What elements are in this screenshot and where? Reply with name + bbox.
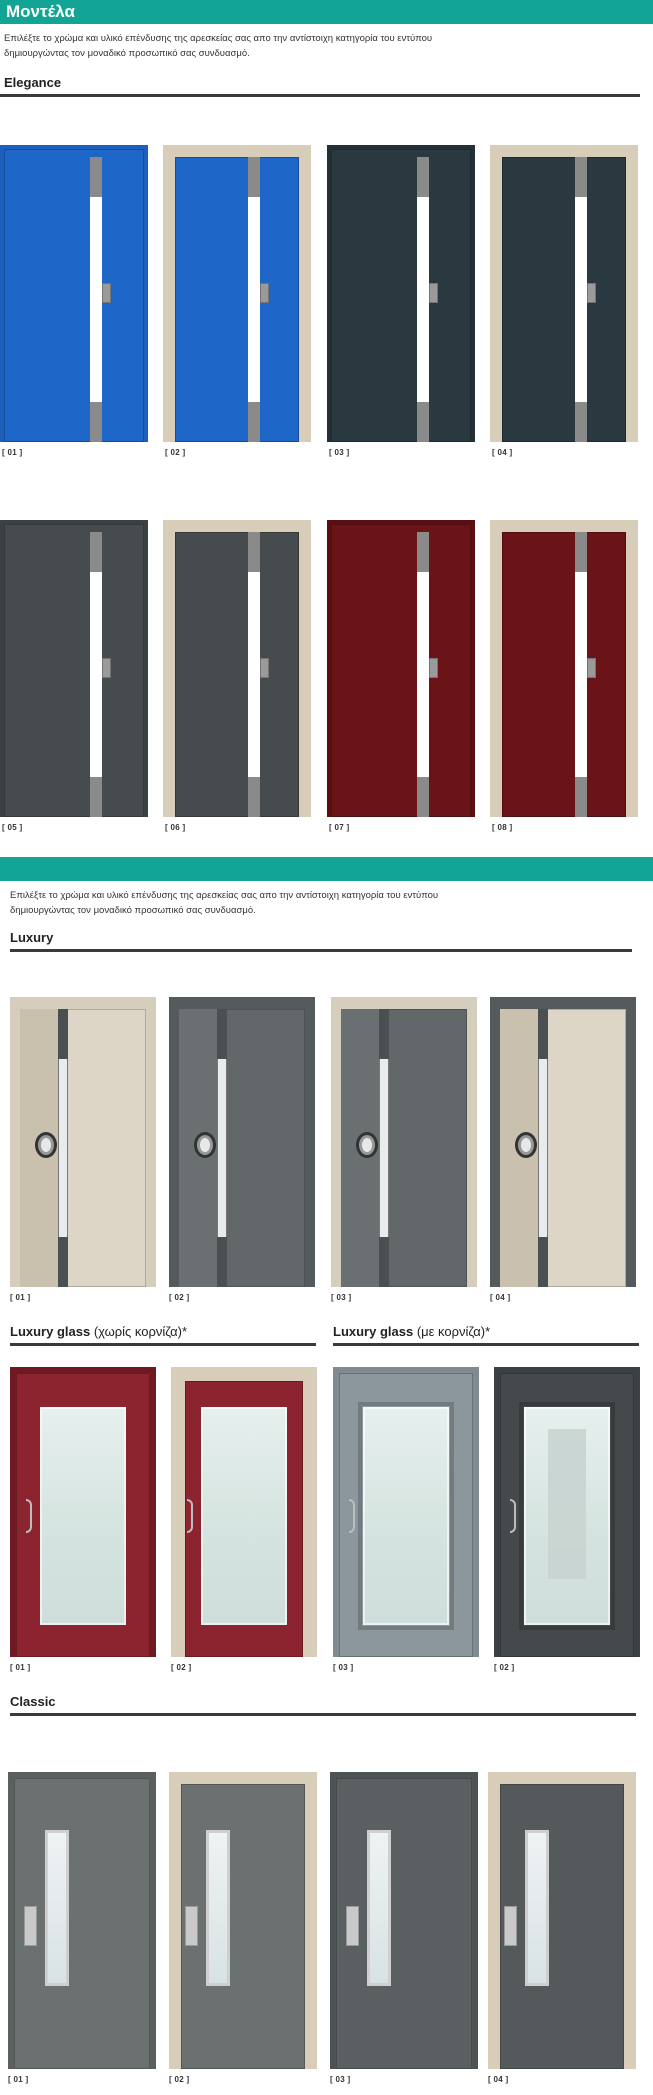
glass-panel — [363, 1407, 449, 1625]
door-label: [ 07 ] — [329, 823, 350, 832]
heading-luxury-glass-label: Luxury glass — [10, 1324, 91, 1339]
door-label: [ 02 ] — [494, 1663, 515, 1672]
door-handle — [587, 658, 596, 678]
door-label: [ 02 ] — [171, 1663, 192, 1672]
door-classic-04 — [488, 1772, 636, 2069]
glass-strip — [90, 532, 102, 817]
door-handle — [260, 283, 269, 303]
section-band — [0, 857, 653, 881]
door-luxury-01 — [10, 997, 156, 1287]
heading-luxury-glass-note: (με κορνίζα)* — [413, 1324, 491, 1339]
door-elegance-05 — [0, 520, 148, 817]
strip-cap-bottom — [379, 1237, 389, 1287]
door-elegance-06 — [163, 520, 311, 817]
door-handle — [260, 658, 269, 678]
strip-cap-bottom — [417, 402, 429, 442]
door-label: [ 08 ] — [492, 823, 513, 832]
glass-strip — [90, 157, 102, 442]
strip-cap-bottom — [248, 777, 260, 817]
strip-cap-top — [58, 1009, 68, 1059]
door-label: [ 04 ] — [488, 2075, 509, 2084]
door-label: [ 02 ] — [169, 1293, 190, 1302]
vision-window — [206, 1830, 230, 1986]
page-title: Μοντέλα — [6, 2, 75, 21]
ring-handle — [194, 1132, 216, 1158]
heading-luxury-glass-note: (χωρίς κορνίζα)* — [90, 1324, 188, 1339]
glass-strip — [248, 157, 260, 442]
pull-handle — [26, 1499, 32, 1533]
intro-line-2: δημιουργώντας τον μοναδικό προσωπικό σας συνδυασμό. — [10, 905, 256, 916]
door-label: [ 03 ] — [330, 2075, 351, 2084]
door-handle — [587, 283, 596, 303]
pull-handle — [349, 1499, 355, 1533]
door-luxury-glass-3 — [494, 1367, 640, 1657]
door-leaf — [500, 1784, 624, 2069]
rule-elegance — [0, 94, 640, 97]
door-luxury-03 — [331, 997, 477, 1287]
heading-luxury-glass-label: Luxury glass — [333, 1324, 414, 1339]
door-leaf — [181, 1784, 305, 2069]
strip-cap-bottom — [90, 777, 102, 817]
door-elegance-02 — [163, 145, 311, 442]
ring-handle — [515, 1132, 537, 1158]
door-label: [ 02 ] — [165, 448, 186, 457]
ring-handle — [356, 1132, 378, 1158]
door-label: [ 06 ] — [165, 823, 186, 832]
strip-cap-bottom — [248, 402, 260, 442]
strip-cap-top — [575, 532, 587, 572]
door-classic-02 — [169, 1772, 317, 2069]
vision-window — [525, 1830, 549, 1986]
ring-handle — [35, 1132, 57, 1158]
door-label: [ 01 ] — [10, 1663, 31, 1672]
strip-cap-bottom — [417, 777, 429, 817]
door-label: [ 03 ] — [331, 1293, 352, 1302]
door-luxury-04 — [490, 997, 636, 1287]
door-classic-01 — [8, 1772, 156, 2069]
door-label: [ 04 ] — [490, 1293, 511, 1302]
glass-panel — [201, 1407, 287, 1625]
door-elegance-04 — [490, 145, 638, 442]
door-handle — [429, 283, 438, 303]
strip-cap-top — [248, 157, 260, 197]
glass-strip — [575, 157, 587, 442]
strip-cap-bottom — [90, 402, 102, 442]
push-plate — [346, 1906, 359, 1946]
intro-line-1: Επιλέξτε το χρώμα και υλικό επένδυσης της αρεσκείας σας απο την αντίστοιχη κατηγορία του εντύπου — [10, 890, 439, 901]
heading-luxury-glass-no-frame — [10, 1324, 187, 1340]
door-luxury-glass-1 — [171, 1367, 317, 1657]
strip-cap-bottom — [58, 1237, 68, 1287]
strip-cap-bottom — [575, 777, 587, 817]
door-handle — [429, 658, 438, 678]
door-luxury-glass-2 — [333, 1367, 479, 1657]
strip-cap-top — [248, 532, 260, 572]
rule-luxury-glass-with-frame — [333, 1343, 639, 1346]
strip-cap-top — [538, 1009, 548, 1059]
door-label: [ 01 ] — [8, 2075, 29, 2084]
heading-classic: Classic — [10, 1694, 56, 1709]
door-handle — [102, 283, 111, 303]
pull-handle — [187, 1499, 193, 1533]
door-handle — [102, 658, 111, 678]
door-label: [ 01 ] — [2, 448, 23, 457]
door-luxury-glass-0 — [10, 1367, 156, 1657]
intro-text-2 — [10, 888, 570, 918]
glass-panel — [40, 1407, 126, 1625]
glass-strip — [417, 532, 429, 817]
door-label: [ 01 ] — [10, 1293, 31, 1302]
push-plate — [504, 1906, 517, 1946]
strip-cap-bottom — [575, 402, 587, 442]
heading-elegance: Elegance — [4, 75, 62, 90]
door-label: [ 02 ] — [169, 2075, 190, 2084]
push-plate — [185, 1906, 198, 1946]
door-label: [ 05 ] — [2, 823, 23, 832]
strip-cap-bottom — [538, 1237, 548, 1287]
door-label: [ 03 ] — [329, 448, 350, 457]
intro-text — [4, 31, 564, 61]
door-leaf — [175, 532, 299, 817]
door-leaf — [502, 157, 626, 442]
door-leaf — [502, 532, 626, 817]
strip-cap-top — [417, 532, 429, 572]
door-elegance-07 — [327, 520, 475, 817]
door-leaf — [4, 524, 144, 817]
heading-luxury: Luxury — [10, 930, 54, 945]
vision-window — [367, 1830, 391, 1986]
strip-cap-top — [90, 157, 102, 197]
pull-handle — [510, 1499, 516, 1533]
door-leaf — [331, 149, 471, 442]
strip-cap-top — [217, 1009, 227, 1059]
strip-cap-bottom — [217, 1237, 227, 1287]
door-label: [ 04 ] — [492, 448, 513, 457]
door-elegance-08 — [490, 520, 638, 817]
glass-strip — [248, 532, 260, 817]
glass-frosted-band — [548, 1429, 586, 1579]
strip-cap-top — [575, 157, 587, 197]
door-label: [ 03 ] — [333, 1663, 354, 1672]
intro-line-2: δημιουργώντας τον μοναδικό προσωπικό σας συνδυασμό. — [4, 48, 250, 59]
glass-strip — [575, 532, 587, 817]
vision-window — [45, 1830, 69, 1986]
title-band — [0, 0, 653, 24]
intro-line-1: Επιλέξτε το χρώμα και υλικό επένδυσης της αρεσκείας σας απο την αντίστοιχη κατηγορία του εντύπου — [4, 33, 433, 44]
door-elegance-03 — [327, 145, 475, 442]
door-leaf — [175, 157, 299, 442]
door-leaf — [331, 524, 471, 817]
strip-cap-top — [379, 1009, 389, 1059]
strip-cap-top — [90, 532, 102, 572]
push-plate — [24, 1906, 37, 1946]
door-classic-03 — [330, 1772, 478, 2069]
rule-luxury — [10, 949, 632, 952]
door-elegance-01 — [0, 145, 148, 442]
strip-cap-top — [417, 157, 429, 197]
door-leaf — [4, 149, 144, 442]
door-luxury-02 — [169, 997, 315, 1287]
rule-classic — [10, 1713, 636, 1716]
glass-strip — [417, 157, 429, 442]
rule-luxury-glass-no-frame — [10, 1343, 316, 1346]
heading-luxury-glass-with-frame — [333, 1324, 490, 1340]
